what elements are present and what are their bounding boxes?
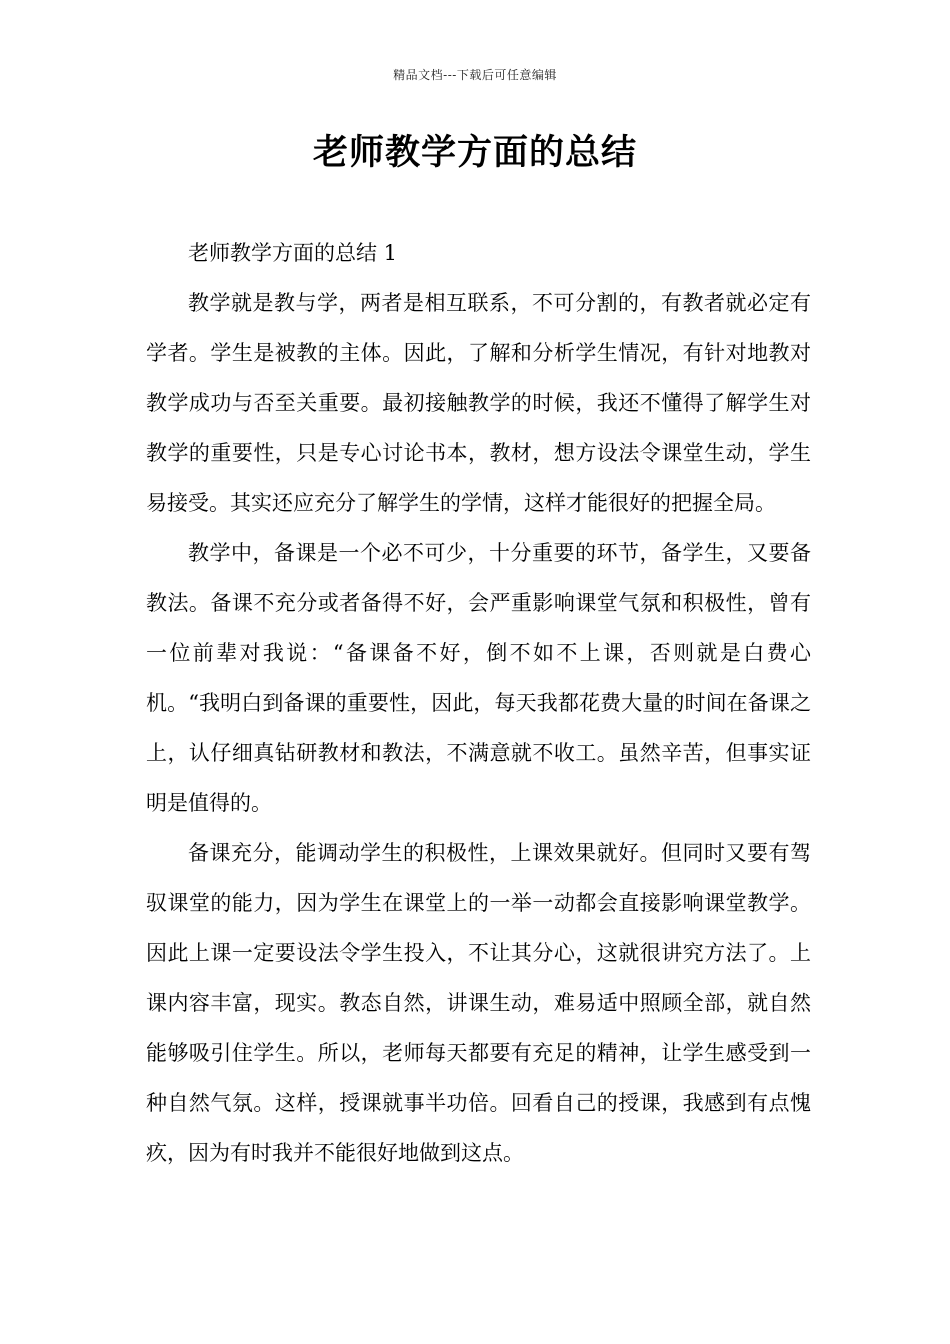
section-heading: 老师教学方面的总结 1 <box>188 241 398 265</box>
document-body <box>146 228 811 1178</box>
document-title: 老师教学方面的总结 <box>312 133 637 173</box>
paragraph-2: 教学中，备课是一个必不可少，十分重要的环节，备学生，又要备教法。备课不充分或者备得不好，会严重影响课堂气氛和积极性，曾有一位前辈对我说：“备课备不好，倒不如不上课，否则就是白费心机。“我明白到备课的重要性，因此，每天我都花费大量的时间在备课之上，认仔细真钻研教材和教法，不满意就不收工。虽然辛苦，但事实证明是值得的。 <box>146 541 811 815</box>
paragraph-1: 教学就是教与学，两者是相互联系，不可分割的，有教者就必定有学者。学生是被教的主体。因此，了解和分析学生情况，有针对地教对教学成功与否至关重要。最初接触教学的时候，我还不懂得了解学生对教学的重要性，只是专心讨论书本，教材，想方设法令课堂生动，学生易接受。其实还应充分了解学生的学情，这样才能很好的把握全局。 <box>146 291 811 515</box>
header-note: 精品文档---下载后可任意编辑 <box>393 68 557 82</box>
paragraph-3: 备课充分，能调动学生的积极性，上课效果就好。但同时又要有驾驭课堂的能力，因为学生在课堂上的一举一动都会直接影响课堂教学。因此上课一定要设法令学生投入，不让其分心，这就很讲究方法了。上课内容丰富，现实。教态自然，讲课生动，难易适中照顾全部，就自然能够吸引住学生。所以，老师每天都要有充足的精神，让学生感受到一种自然气氛。这样，授课就事半功倍。回看自己的授课，我感到有点愧疚，因为有时我并不能很好地做到这点。 <box>146 841 811 1165</box>
